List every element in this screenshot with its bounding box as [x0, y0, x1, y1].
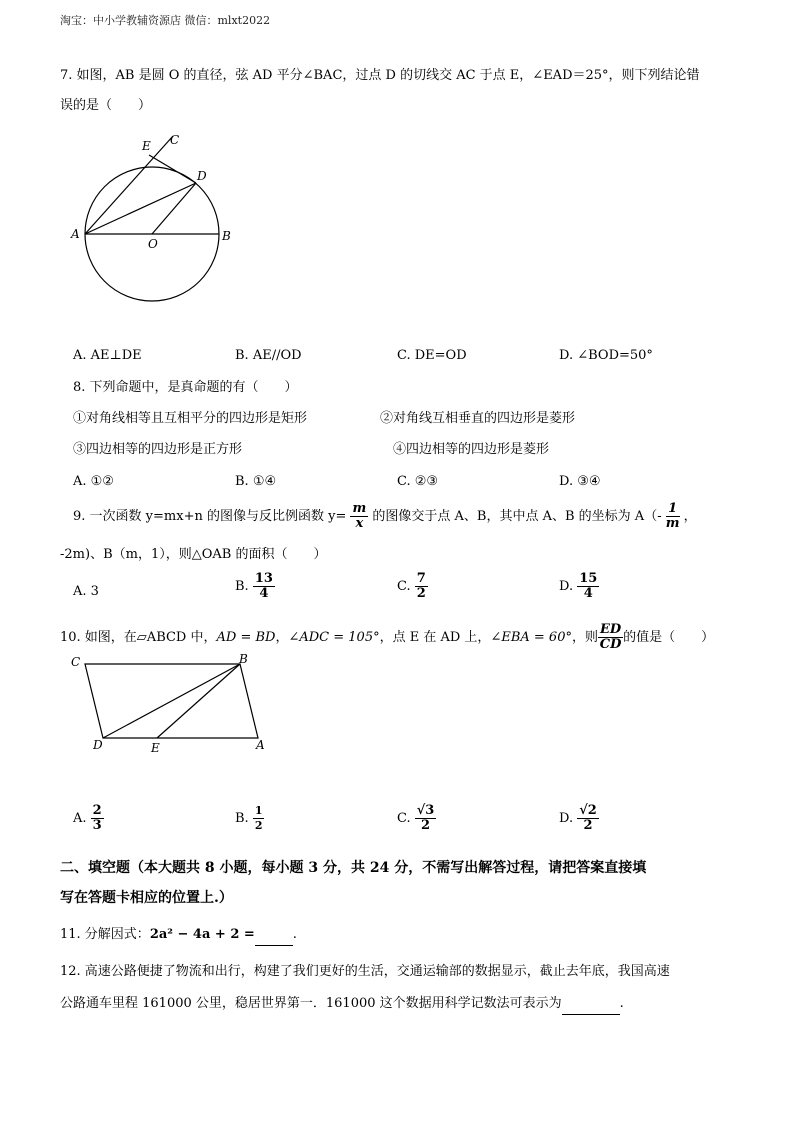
q10-option-c	[397, 804, 436, 833]
q9-option-c-den: 2	[416, 586, 426, 601]
q10-option-c-frac	[415, 804, 437, 833]
q9-end: ，	[683, 509, 697, 524]
q10-option-b	[235, 804, 264, 833]
q12-stem-line1: 12. 高速公路便捷了物流和出行，构建了我们更好的生活，交通运输部的数据显示，截止去年底，我国高速	[60, 964, 670, 979]
q10-frac-num: ED	[599, 622, 622, 637]
label-a: A	[256, 738, 265, 752]
label-d: D	[197, 169, 207, 183]
diagonal-bd	[103, 664, 240, 738]
q8-option-c: C. ②③	[397, 474, 439, 489]
q9-option-d-frac	[577, 572, 599, 601]
q10-sep1: ，	[275, 630, 289, 645]
q9-option-d-den: 4	[583, 586, 593, 601]
q9-stem-line2: -2m)、B（m，1），则△OAB 的面积（ ）	[60, 547, 327, 562]
segment-be	[157, 664, 240, 738]
q10-cond1: AD = BD	[216, 630, 276, 645]
q10-option-a-num: 2	[92, 803, 102, 818]
radius-od	[152, 183, 196, 234]
label-e: E	[142, 139, 151, 153]
q10-end: 的值是（ ）	[623, 630, 715, 645]
label-b: B	[222, 229, 231, 243]
q10-option-d-num: √2	[579, 803, 597, 818]
q9-frac1-den: x	[355, 516, 364, 531]
q10-option-c-num: √3	[416, 803, 435, 818]
tangent-de	[149, 155, 196, 183]
q10-frac-den: CD	[599, 637, 622, 652]
q7-option-d: D. ∠BOD=50°	[559, 348, 653, 363]
q9-option-b-den: 4	[259, 586, 269, 601]
q9-frac1-num: m	[352, 501, 367, 516]
q9-option-b-label: B.	[235, 579, 249, 594]
q9-option-c-frac	[415, 572, 428, 601]
q12-answer-blank	[562, 994, 620, 1015]
q10-option-b-den: 2	[254, 819, 263, 832]
q8-option-b: B. ①④	[235, 474, 277, 489]
q9-option-c-label: C.	[397, 579, 411, 594]
q10-option-a	[73, 804, 104, 833]
section2-heading-line2: 写在答题卡相应的位置上.）	[60, 890, 233, 906]
q9-option-b-frac	[253, 572, 275, 601]
q8-prop-4: ④四边相等的四边形是菱形	[393, 442, 550, 457]
label-d: D	[93, 738, 103, 752]
q10-option-a-label: A.	[73, 811, 87, 826]
q9-fraction-1-over-m	[666, 502, 680, 531]
line-ac	[85, 136, 173, 234]
q8-option-a: A. ①②	[73, 474, 114, 489]
label-e: E	[151, 741, 160, 755]
q9-option-b-num: 13	[254, 571, 273, 586]
q7-stem-line1: 7. 如图，AB 是圆 O 的直径，弦 AD 平分∠BAC，过点 D 的切线交 AC 于点 E，∠EAD＝25°，则下列结论错	[60, 68, 700, 83]
q11-answer-blank	[255, 925, 293, 946]
q9-stem-line1	[73, 502, 697, 531]
q9-fraction-m-over-x	[350, 502, 368, 531]
q10-pre-frac: ，则	[571, 630, 598, 645]
q9-frac2-num: 1	[666, 502, 680, 517]
q7-option-c: C. DE=OD	[397, 348, 467, 363]
q10-mid: ，点 E 在 AD 上，	[379, 630, 491, 645]
q9-option-a: A. 3	[73, 584, 99, 599]
q7-option-a: A. AE⊥DE	[73, 348, 142, 363]
q10-option-d-den: 2	[583, 818, 593, 833]
q10-option-b-frac	[253, 804, 265, 833]
q7-circle-figure	[60, 128, 260, 308]
q10-option-d-label: D.	[559, 811, 574, 826]
q8-prop-1: ①对角线相等且互相平分的四边形是矩形	[73, 411, 308, 426]
label-o: O	[148, 237, 158, 251]
label-b: B	[239, 652, 248, 666]
q11-pre: 11. 分解因式：	[60, 927, 150, 942]
q9-pre: 9. 一次函数 y=mx+n 的图像与反比例函数 y=	[73, 509, 347, 524]
q10-option-a-den: 3	[92, 818, 102, 833]
q8-prop-2: ②对角线互相垂直的四边形是菱形	[380, 411, 576, 426]
q8-stem: 8. 下列命题中，是真命题的有（ ）	[73, 380, 298, 395]
label-c: C	[170, 133, 180, 147]
q8-option-d: D. ③④	[559, 474, 601, 489]
q11-end: .	[292, 927, 297, 942]
q12-stem-line2	[60, 994, 624, 1015]
q10-parallelogram-figure	[60, 652, 280, 757]
q7-stem-line2: 误的是（ ）	[60, 98, 152, 113]
q9-option-d	[559, 572, 599, 601]
q12-line2-text: 公路通车里程 161000 公里，稳居世界第一．161000 这个数据用科学记数法可表示为	[60, 996, 562, 1011]
label-a: A	[71, 227, 80, 241]
q8-prop-3: ③四边相等的四边形是正方形	[73, 442, 243, 457]
q11-expression: 2a² − 4a + 2 =	[149, 927, 255, 942]
q10-option-d-frac	[577, 804, 599, 833]
q10-cond2: ∠ADC = 105°	[288, 630, 380, 645]
section2-heading-line1: 二、填空题（本大题共 8 小题，每小题 3 分，共 24 分，不需写出解答过程，请把答案直接填	[60, 860, 647, 876]
q9-option-d-label: D.	[559, 579, 574, 594]
q7-option-b: B. AE//OD	[235, 348, 302, 363]
q10-cond3: ∠EBA = 60°	[490, 630, 572, 645]
q10-option-d	[559, 804, 599, 833]
q9-option-c	[397, 572, 428, 601]
q10-pre: 10. 如图，在▱ABCD 中，	[60, 630, 217, 645]
q10-fraction-ed-over-cd	[598, 623, 623, 652]
q9-option-c-num: 7	[416, 571, 426, 586]
q10-option-a-frac	[91, 804, 104, 833]
q10-option-c-den: 2	[421, 818, 431, 833]
q9-frac2-den: m	[665, 516, 680, 531]
q10-stem	[60, 623, 714, 652]
q9-option-b	[235, 572, 275, 601]
q11-stem	[60, 925, 297, 946]
page-header: 淘宝：中小学教辅资源店 微信：mlxt2022	[60, 14, 271, 27]
q9-option-d-num: 15	[579, 571, 598, 586]
label-c: C	[71, 655, 81, 669]
q9-mid: 的图像交于点 A、B，其中点 A、B 的坐标为 A（-	[372, 509, 662, 524]
q12-end: .	[619, 996, 624, 1011]
q10-option-b-label: B.	[235, 811, 249, 826]
q10-option-b-num: 1	[254, 804, 263, 817]
q10-option-c-label: C.	[397, 811, 411, 826]
